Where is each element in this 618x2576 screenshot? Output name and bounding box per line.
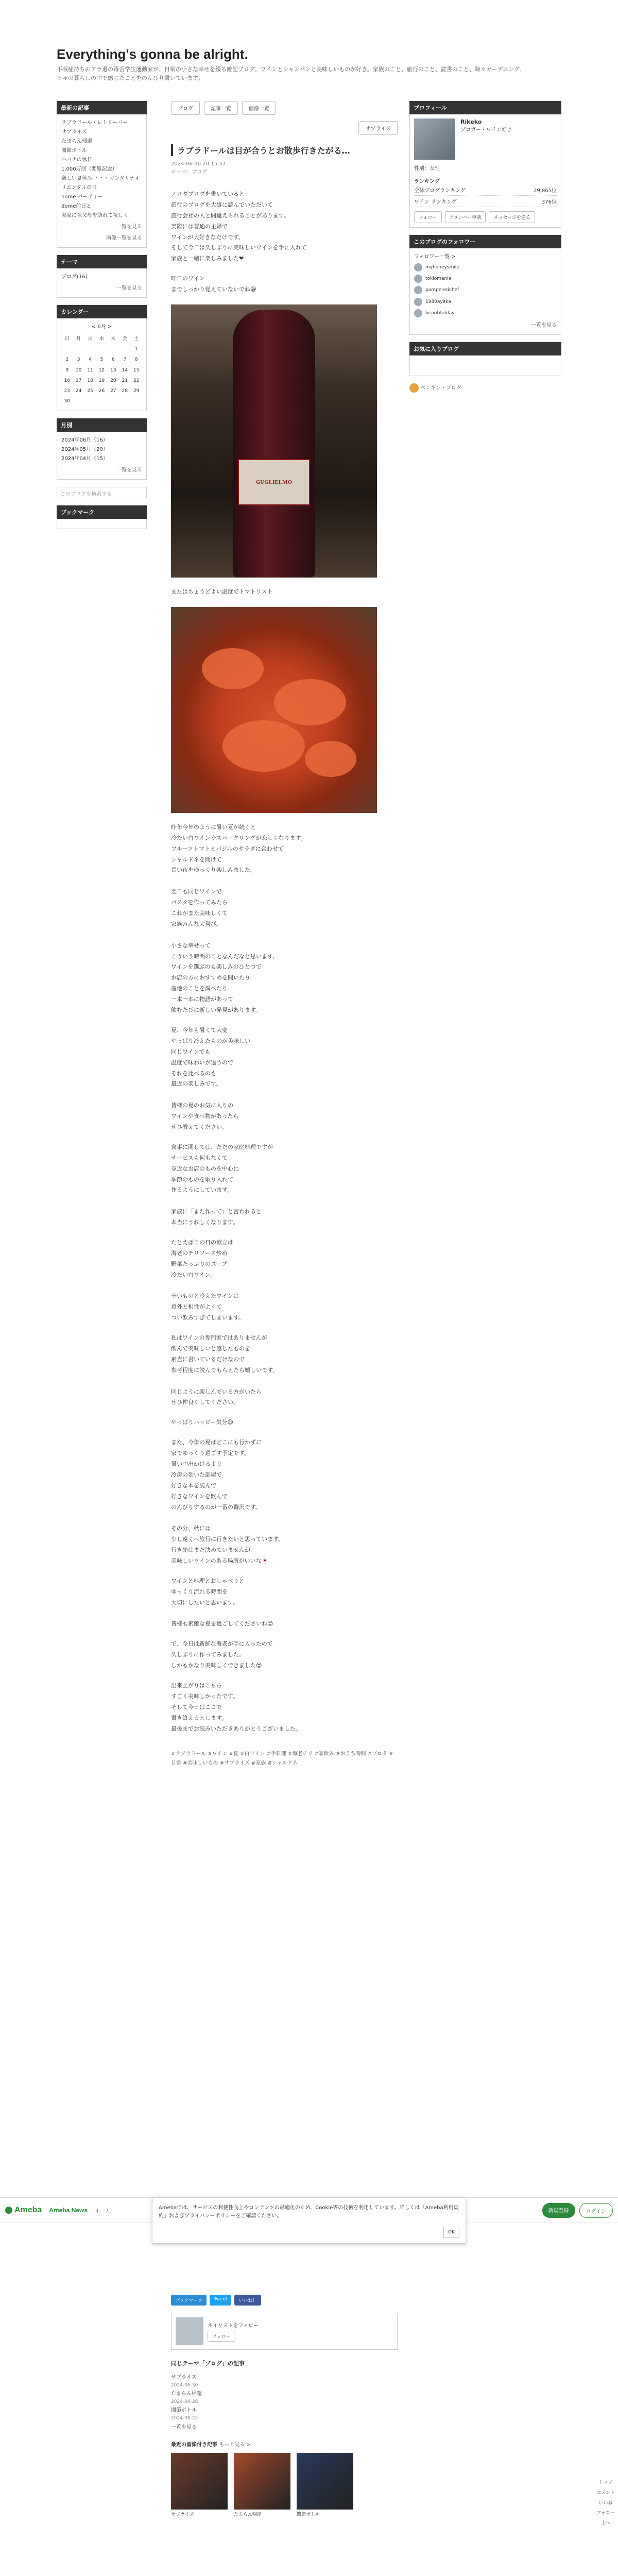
followers-widget [409,235,561,335]
follower-item[interactable] [414,308,557,319]
widget-title: プロフィール [409,101,561,114]
calendar-day[interactable]: 24 [75,388,82,394]
calendar-weekday: 土 [134,336,139,342]
calendar-day[interactable]: 22 [133,378,140,383]
calendar-day[interactable]: 7 [123,357,127,363]
calendar-day[interactable]: 13 [110,367,116,373]
widget-title: カレンダー [57,305,147,318]
calendar-day[interactable]: 29 [133,388,140,394]
thumb-caption[interactable]: たまらん帰還 [234,2512,262,2517]
follower-item[interactable] [414,284,557,296]
widget-title: お気に入りブログ [409,342,561,355]
image-list-button[interactable]: 画像一覧 [242,101,276,115]
archive-widget [57,418,147,480]
calendar-day [84,396,96,406]
thumb-image[interactable] [297,2453,353,2510]
entry-paragraph: 出来上がりはこちら すごく美味しかったです。 そして今日はここで 書き終えるとします。 最後までお読みいただきありがとうございました。 [171,1682,301,1732]
ranking-title: ランキング [414,179,440,184]
calendar-day [119,396,130,406]
floating-menu-item[interactable]: トップ [598,2480,613,2485]
recent-post-item[interactable]: 1,000万回（閲覧記念） [61,166,117,172]
thumb-caption[interactable]: 関節ボトル [297,2512,320,2517]
recent-images-more[interactable]: もっと見る > [219,2442,251,2448]
recent-image-thumb[interactable] [234,2453,290,2519]
calendar-weekday: 水 [99,336,104,342]
blog-description: 不眠症持ちのアラ還の毒舌学生運動家が、日常の小さな幸せを綴る雑記ブログ。ワインとシャンパンと美味しいものが好き。家族のこと、旅行のこと、読書のこと、時々ガーデニング、日々の暮らしの中で感じたことをのんびり書いています。 [57,66,525,81]
follower-item[interactable] [414,262,557,273]
recent-image-thumbs [171,2453,398,2519]
profile-image[interactable] [414,118,455,160]
entry-paragraph: 昨年今年のように暑い夏が続くと 冷たい白ワインやスパークリングが恋しくなります。 フルーツトマトとバジルのサラダに合わせて シャルドネを開けて 長い夜をゆっくり楽しみました。 翌日も同じワインで パスタを作ってみたら これがまた美味しくて 家族みんな大喜び。 小さな幸せって こういう時間のことなんだなと思います。 ワインを選ぶのも楽しみのひとつで お店の方におすすめを聞いたり 産地のことを調べたり 一本一本に物語があって 飲むたびに新しい発見があります。 [171,823,306,1014]
follow-button[interactable]: フォロー [208,2331,235,2342]
calendar-day[interactable]: 30 [64,399,70,404]
ameba-logo[interactable]: Ameba [5,2206,42,2215]
entry-paragraph: ワインと料理とおしゃべりと ゆっくり流れる時間を 大切にしたいと思います。 皆様も素敵な夏を過ごしてくださいね😊 [171,1577,273,1628]
calendar-day[interactable]: 26 [98,388,105,394]
followers-list-link[interactable]: フォロワー一覧 > [414,254,456,260]
calendar-day [73,344,84,354]
ranking-label: ワイン ランキング [414,199,457,205]
archive-list [61,436,142,464]
recent-post-item[interactable]: 関節ボトル [61,148,87,154]
widget-title: ブックマーク [57,505,147,519]
ameba-logo-icon [5,2207,12,2214]
calendar-month[interactable]: < 6月 > [91,324,112,330]
ranking-label: 全体ブログランキング [414,188,466,194]
recent-post-item[interactable]: サプライズ [61,129,87,135]
share-button[interactable]: Tweet [210,2295,231,2306]
ameba-news-logo[interactable]: Ameba News [49,2207,88,2214]
follower-avatar[interactable] [414,275,422,283]
follower-avatar[interactable] [414,286,422,294]
calendar-day[interactable]: 3 [77,357,80,363]
calendar-day[interactable]: 21 [122,378,128,383]
same-theme-item-title[interactable]: 関節ボトル [171,2408,197,2414]
calendar-day[interactable]: 17 [75,378,82,383]
profile-gender: 性別：女性 [414,166,440,172]
same-theme-item[interactable] [171,2406,398,2422]
floating-menu-item[interactable]: 上へ [600,2521,610,2527]
recent-post-item[interactable]: ラブラドール・レトリーバー [61,120,128,126]
same-theme-item[interactable] [171,2389,398,2406]
floating-side-menu [596,2478,615,2529]
ameba-penguin-link[interactable]: ペンギン・ブログ [409,383,561,393]
calendar-day [119,344,130,354]
calendar-day[interactable]: 28 [122,388,128,394]
left-sidebar [57,101,147,536]
blog-title[interactable]: Everything's gonna be alright. [57,46,248,62]
calendar-weekday: 木 [111,336,116,342]
login-button[interactable]: ログイン [579,2203,613,2218]
calendar-day[interactable]: 11 [87,367,93,373]
entry-body [171,189,398,1734]
search-widget [57,487,147,498]
same-theme-item-title[interactable]: たまらん帰還 [171,2391,202,2397]
widget-title: 最新の記事 [57,101,147,114]
calendar-day[interactable]: 5 [100,357,104,363]
blog-search-input[interactable]: このブログを検索する [57,487,147,498]
same-theme-more-link[interactable]: 一覧を見る [171,2424,197,2430]
floating-menu-item[interactable]: フォロー [596,2511,615,2516]
favorite-blogs-widget [409,342,561,376]
thumb-image[interactable] [171,2453,228,2510]
widget-title: このブログのフォロワー [409,235,561,248]
calendar-day[interactable]: 20 [110,378,116,383]
ranking-row[interactable] [414,196,557,207]
calendar-day[interactable]: 6 [112,357,115,363]
entry-paragraph: たとえばこの日の献立は 海老のチリソース炒め 野菜たっぷりのスープ 冷たい白ワイン。 辛いものと冷えたワインは 意外と相性がよくて つい飲みすぎてしまいます。 [171,1239,245,1321]
calendar-day[interactable]: 12 [98,367,105,373]
blog-button[interactable]: ブログ [171,101,200,115]
bottle-label: GUGLIELMO [238,459,310,505]
entry-hashtags[interactable]: #ラブラドール #ワイン #夏 #白ワイン #手料理 #海老チリ #家飲み #おうち時間 #ブログ #日常 #美味しいもの #サプライズ #家族 #シャルドネ [171,1751,393,1767]
floating-menu-item[interactable]: いいね [598,2500,613,2506]
calendar-weekday: 金 [122,336,127,342]
calendar-day [96,344,107,354]
avatar[interactable] [176,2317,203,2345]
ameba-nav-home[interactable]: ホーム [95,2208,111,2214]
wine-bottle-photo[interactable] [171,304,377,578]
recent-posts-list [61,118,142,221]
bookmark-widget [57,505,147,529]
amember-button[interactable]: アメンバー申請 [445,211,486,223]
calendar-day[interactable]: 2 [65,357,69,363]
calendar-day [108,344,119,354]
archive-item[interactable]: 2024年04月（15） [61,456,108,462]
calendar-day[interactable]: 8 [134,357,138,363]
follower-name[interactable]: myhoneysmile [425,265,459,270]
calendar-weekday: 日 [64,336,70,342]
blog-header [57,46,561,82]
calendar-day [131,396,142,406]
cookie-consent-dialog [152,2197,466,2244]
calendar-widget [57,305,147,411]
entry-paragraph: 食事に関しては、ただの家庭料理ですが サービスも何もなくて 身近なお店のものを中心に 季節のものを取り入れて 作るようにしています。 家族に「また作って」と言われると 本当にうれしくなります。 [171,1143,273,1226]
recent-images-heading: 最近の画像付き記事 もっと見る > [171,2442,251,2448]
recent-posts-widget [57,101,147,248]
thumb-caption[interactable]: サプライズ [171,2512,194,2517]
ranking-value: 376位 [541,199,557,205]
same-theme-item-date: 2024-06-28 [171,2399,198,2404]
entry-footer [171,2287,398,2518]
penguin-icon [409,383,419,393]
shrimp-dish-photo[interactable] [171,607,377,813]
ranking-value: 29,865位 [534,188,557,194]
recent-post-item[interactable]: たまらん帰還 [61,139,92,144]
blog-nav-buttons [171,101,398,115]
calendar-table [61,334,142,406]
follower-avatar[interactable] [414,309,422,317]
floating-menu-item[interactable]: コメント [596,2490,615,2496]
calendar-day[interactable]: 1 [134,347,138,352]
entry-paragraph: 私はワインの専門家ではありませんが 飲んで美味しいと感じたものを 素直に書いているだけなので 参考程度に読んでもらえたら嬉しいです。 同じように楽しんでいる方がいたら ぜひ仲良くしてください。 [171,1334,279,1406]
calendar-day[interactable]: 15 [133,367,140,373]
message-button[interactable]: メッセージを送る [489,211,535,223]
archive-more-link[interactable]: 一覧を見る [116,467,142,473]
calendar-day[interactable]: 9 [65,367,69,373]
profile-name[interactable]: Rikeko [460,118,482,125]
profile-widget [409,101,561,228]
same-theme-section [171,2359,398,2432]
entry-paragraph: で、今日は新鮮な海老が手に入ったので 久しぶりに作ってみました。 しかもかなり美味しくできました😍 [171,1640,273,1669]
widget-title: 月別 [57,418,147,432]
calendar-weekday: 月 [76,336,81,342]
theme-more-link[interactable]: 一覧を見る [116,285,142,291]
entry-list-button[interactable]: 記事一覧 [204,101,238,115]
follow-button[interactable]: フォロー [414,211,442,223]
calendar-day[interactable]: 19 [98,378,105,383]
follower-avatar[interactable] [414,298,422,306]
entry-theme[interactable]: テーマ：ブログ [171,170,207,175]
calendar-day[interactable]: 10 [75,367,82,373]
calendar-day [108,396,119,406]
calendar-day[interactable]: 4 [89,357,92,363]
calendar-day[interactable]: 16 [64,378,70,383]
calendar-day[interactable]: 18 [87,378,93,383]
entry-paragraph: 昨日のワイン までしっかり覚えていないでね😅 [171,275,256,293]
calendar-day [73,396,84,406]
calendar-day[interactable]: 25 [87,388,93,394]
theme-item[interactable]: ブログ(16) [61,274,88,280]
entry-meta [171,160,398,177]
share-buttons [171,2295,398,2306]
share-button[interactable]: ブックマーク [171,2295,207,2306]
entry-paragraph: また、今年の夏はどこにも行かずに 家でゆっくり過ごす予定です。 暑い中出かけるより 冷房の効いた部屋で 好きな本を読んで 好きなワインを飲んで のんびりするのが一番の贅沢です。 その分、秋には 少し遠くへ旅行に行きたいと思っています。 行き先はまだ決めていませんが 美味しいワインのある場所がいいな🍷 [171,1439,284,1565]
recent-image-thumb[interactable] [171,2453,228,2519]
widget-title: テーマ [57,255,147,268]
calendar-weekday: 火 [88,336,93,342]
same-theme-item-date: 2024-06-30 [171,2382,198,2388]
archive-item[interactable]: 2024年05月（20） [61,447,108,453]
same-theme-item[interactable] [171,2373,398,2389]
same-theme-title: 同じテーマ「ブログ」の記事 [171,2360,245,2367]
recent-post-item[interactable]: 実家に祖父母を訪れて祝しく [61,213,128,218]
recent-post-item[interactable]: dome前日と [61,204,92,209]
same-theme-item-title[interactable]: サプライズ [171,2374,197,2380]
calendar-day [61,344,73,354]
consent-text: Amebaでは、サービスの利便性向上やコンテンツの最適化のため、Cookie等の技術を利用しています。詳しくは「Ameba利用規約」およびプライバシーポリシーをご確認ください。 [159,2205,459,2219]
profile-description: ブロガー・ワイン好き [460,127,512,133]
follower-avatar[interactable] [414,263,422,272]
recent-image-thumb[interactable] [297,2453,353,2519]
follower-name[interactable]: pamperedchef [425,287,459,293]
followers-more-link[interactable]: 一覧を見る [531,322,557,328]
archive-item[interactable]: 2024年06月（16） [61,437,108,444]
reader-label: ネイリストをフォロー [208,2323,259,2329]
thumb-image[interactable] [234,2453,290,2510]
follower-name[interactable]: 1980ayaka [425,299,451,304]
prev-entry-button[interactable]: サプライズ [358,121,398,135]
calendar-day [96,396,107,406]
recent-post-item[interactable]: ハバナの休日 [61,157,92,163]
consent-ok-button[interactable]: OK [443,2227,459,2238]
ranking-row[interactable] [414,184,557,196]
register-button[interactable]: 新規登録 [542,2203,575,2218]
photo-caption: またはちょうどよい温度でトマトリスト [171,588,273,596]
follower-name[interactable]: beautifulday [425,310,455,316]
main-content [171,101,398,1768]
recent-post-item[interactable]: home パーティー [61,194,103,200]
calendar-day[interactable]: 27 [110,388,116,394]
follower-name[interactable]: tokiomania [425,276,452,282]
calendar-day[interactable]: 14 [122,367,128,373]
entry-paragraph: ノロダブログを書いていると 旅行のブログを大事に読んでいただいて 旅行会社の人と間違えられることがあります。 実際には普通の主婦で ワインが大好きなだけです。 そして今日は久しぶりに美味しいワインを手に入れて 家族と一緒に楽しみました❤ [171,191,307,262]
recent-post-item[interactable]: 楽しい夏休み ・・・マンダリナオリエンタルの日 [61,176,140,191]
calendar-day [84,344,96,354]
entry-date: 2024-06-30 20:15:37 [171,161,226,167]
right-sidebar [409,101,561,393]
recent-more-link[interactable]: 一覧を見る [116,224,142,230]
recent-images-link[interactable]: 画像一覧を見る [106,235,142,241]
follower-item[interactable] [414,273,557,284]
reader-follow-box [171,2313,398,2350]
follower-item[interactable] [414,296,557,308]
entry-title[interactable]: ラブラドールは目が合うとお散歩行きたがる… [171,144,398,156]
calendar-day[interactable]: 23 [64,388,70,394]
entry-paragraph: やっぱりハッピー気分😊 [171,1419,234,1426]
entry-paragraph: 夏、今年も暑くて大変 やっぱり冷えたものが美味しい 同じワインでも 温度で味わいが違うので それを比べるのも 最近の楽しみです。 皆様の夏のお気に入りの ワインや食べ物があったら ぜひ教えてください。 [171,1026,250,1130]
same-theme-item-date: 2024-06-25 [171,2416,198,2421]
theme-widget [57,255,147,298]
share-button[interactable]: いいね！ [234,2295,261,2306]
